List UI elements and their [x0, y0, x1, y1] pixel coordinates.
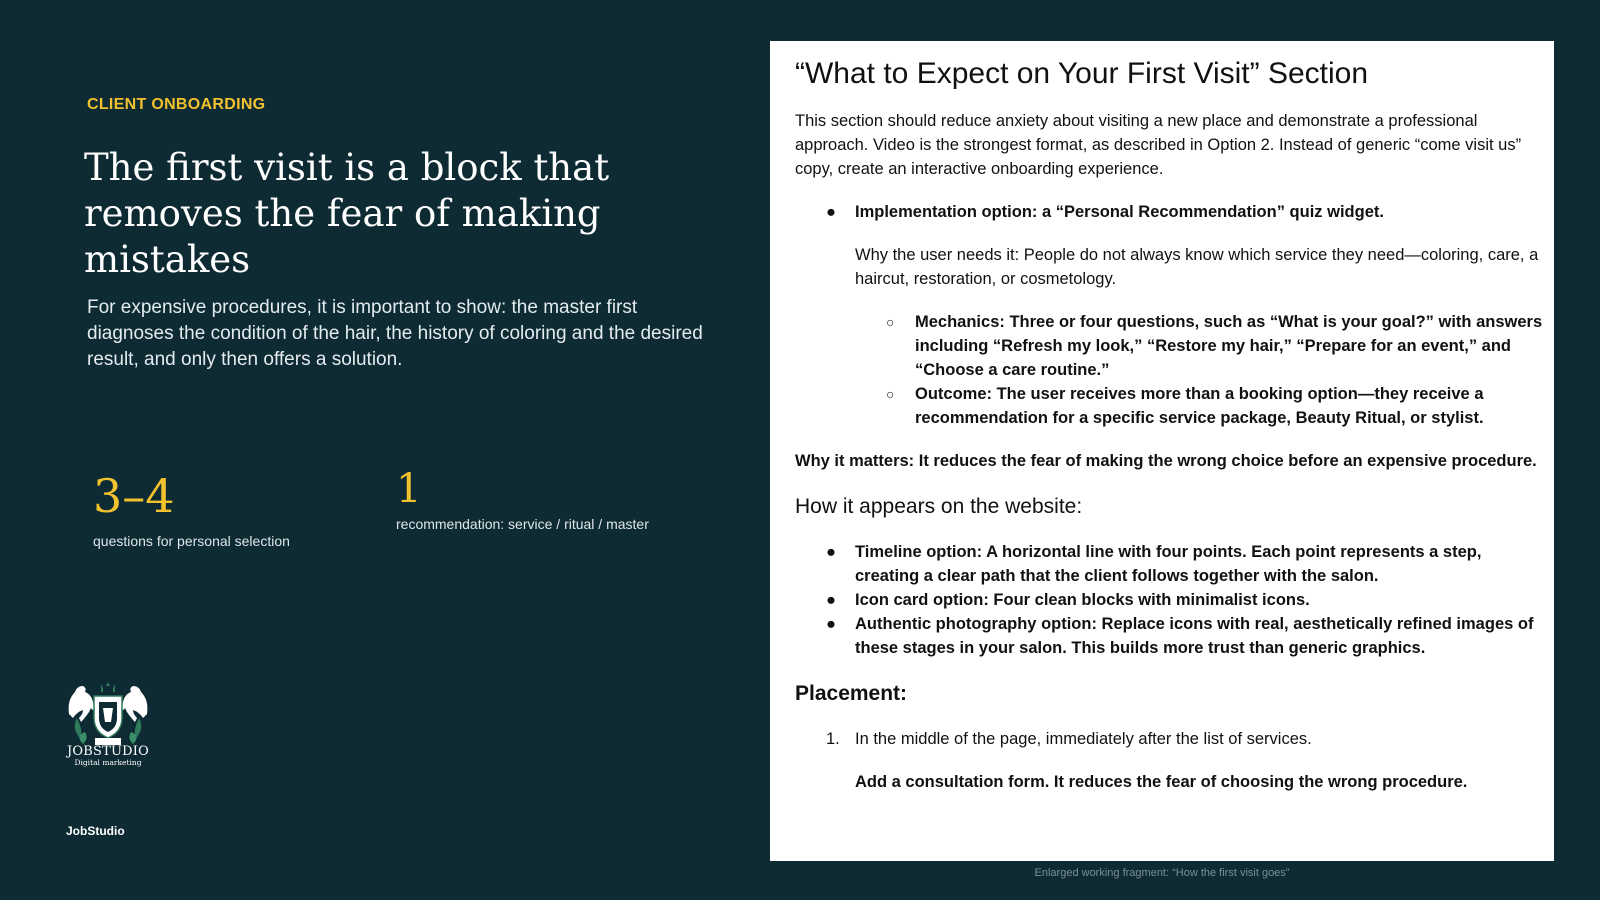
- how-heading: How it appears on the website:: [795, 495, 1083, 518]
- logo-name: JOBSTUDIO: [67, 744, 149, 759]
- sub-list: [795, 310, 1544, 430]
- stat-label: questions for personal selection: [93, 533, 290, 549]
- why-user-paragraph: Why the user needs it: People do not always know which service they need—coloring, care, a haircut, restoration, or cosmetology.: [855, 246, 1539, 288]
- bullet-icon: ●: [826, 543, 836, 561]
- bullet-icon: ●: [826, 203, 836, 221]
- placement-heading: Placement:: [795, 682, 908, 705]
- page-headline: The first visit is a block that removes the fear of making mistakes: [84, 146, 610, 281]
- stat-value: 3–4: [93, 469, 175, 523]
- list-item: [795, 612, 1544, 660]
- jobstudio-logo: [60, 678, 156, 778]
- circle-bullet-icon: ○: [886, 314, 895, 330]
- list-item-text: Authentic photography option: Replace icons with real, aesthetically refined images of these stages in your salon. This builds more trust than generic graphics.: [855, 615, 1534, 657]
- why-matters-paragraph: Why it matters: It reduces the fear of making the wrong choice before an expensive procedure.: [795, 452, 1537, 470]
- stat-recommendation: [396, 466, 656, 534]
- how-list: [795, 540, 1544, 660]
- document-fragment: [770, 41, 1554, 861]
- section-eyebrow: CLIENT ONBOARDING: [87, 96, 266, 113]
- lead-paragraph: For expensive procedures, it is important to show: the master first diagnoses the condition of the hair, the history of coloring and the desired result, and only then offers a solution.: [87, 297, 703, 370]
- bullet-icon: ●: [826, 591, 836, 609]
- bullet-icon: ●: [826, 615, 836, 633]
- logo-tagline: Digital marketing: [74, 758, 142, 767]
- numbered-item-text: In the middle of the page, immediately after the list of services.: [855, 730, 1312, 748]
- list-item-text: Timeline option: A horizontal line with four points. Each point represents a step, creating a clear path that the client follows together with the salon.: [855, 543, 1482, 585]
- stat-label: recommendation: service / ritual / master: [396, 516, 649, 532]
- stat-questions: [93, 470, 353, 551]
- sub-list-item: [795, 310, 1544, 382]
- list-item-text: Implementation option: a “Personal Recommendation” quiz widget.: [855, 203, 1384, 221]
- item-number: 1.: [826, 730, 840, 748]
- consultation-paragraph: Add a consultation form. It reduces the fear of choosing the wrong procedure.: [855, 773, 1468, 791]
- sub-list-item-text: Outcome: The user receives more than a booking option—they receive a recommendation for a specific service package, Beauty Ritual, or stylist.: [915, 385, 1484, 427]
- list-item: [795, 540, 1544, 588]
- list-item: [795, 200, 1544, 224]
- footer-brand: JobStudio: [66, 824, 125, 838]
- numbered-item: [795, 727, 1544, 751]
- doc-title: “What to Expect on Your First Visit” Section: [795, 57, 1369, 90]
- sub-list-item: [795, 382, 1544, 430]
- doc-intro: This section should reduce anxiety about visiting a new place and demonstrate a professional approach. Video is the strongest format, as described in Option 2. Instead of generic “come visit us” copy, create an interactive onboarding experience.: [795, 112, 1522, 178]
- circle-bullet-icon: ○: [886, 386, 895, 402]
- document-caption: Enlarged working fragment: “How the first visit goes”: [1034, 867, 1290, 879]
- list-item: [795, 588, 1544, 612]
- horses-crest-logo-icon: [63, 678, 153, 746]
- list-item-text: Icon card option: Four clean blocks with minimalist icons.: [855, 591, 1310, 609]
- sub-list-item-text: Mechanics: Three or four questions, such as “What is your goal?” with answers including “Refresh my look,” “Restore my hair,” “Prepare for an event,” and “Choose a care routine.”: [915, 313, 1543, 379]
- stat-value: 1: [396, 466, 422, 512]
